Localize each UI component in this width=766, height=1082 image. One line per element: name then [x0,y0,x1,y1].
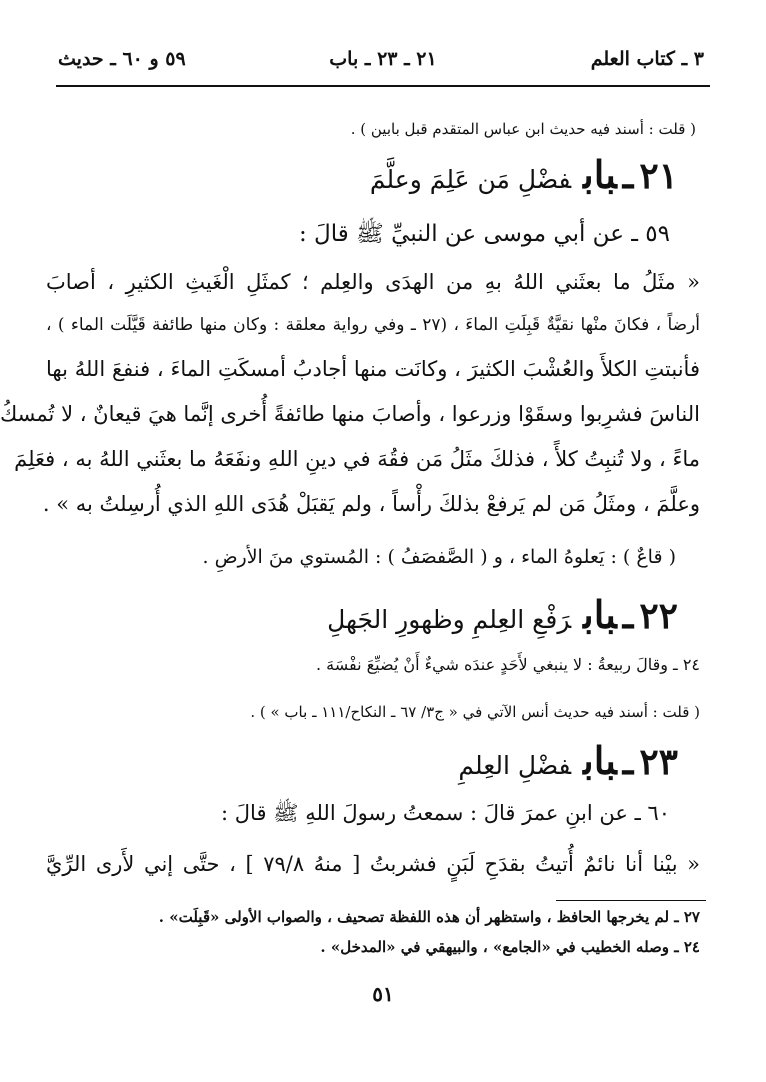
hadith-59-line: « مثَلُ ما بعثَني اللهُ بهِ من الهدَى والعِلم ؛ كمثَلِ الْغَيثِ الكثيرِ ، أصابَ [46,270,700,294]
chapter-bab-label: باب [583,152,617,197]
chapter-title: فضْلِ مَن عَلِمَ وعلَّمَ [369,165,572,194]
footnote-rule [556,900,706,901]
header-hadith-numbers: ٥٩ و ٦٠ ـ حديث [58,48,186,70]
hadith-59-gloss: ( قاعٌ ) : يَعلوهُ الماء ، و ( الصَّفصَفُ ) : المُستوي منَ الأرضِ . [202,546,676,568]
chapter-bab-label: باب [583,592,617,637]
hadith-59-line: فأنبتتِ الكلأَ والعُشْبَ الكثيرَ ، وكانَت منها أجادبُ أمسكَتِ الماءَ ، فنفعَ اللهُ بها [46,357,700,381]
chapter-number: ٢٢ [639,595,678,637]
chapter-number: ٢١ [639,155,678,197]
athar-24: ٢٤ ـ وقالَ ربيعةُ : لا ينبغي لأَحَدٍ عندَه شيءٌ أَنْ يُضيِّعَ نفْسَهَ . [315,655,700,674]
header-book-title: ٣ ـ كتاب العلم [590,48,704,70]
footnote-27: ٢٧ ـ لم يخرجها الحافظ ، واستظهر أن هذه اللفظة تصحيف ، والصواب الأولى «قَبِلَت» . [158,908,700,926]
hadith-59-line: ماءً ، ولا تُنبِتُ كلأً ، فذلكَ مثَلُ مَن فقُهَ في دينِ اللهِ ونفَعَهُ ما بعثَني اللهُ به ، فعَلِمَ [14,447,700,471]
header-rule [56,85,710,87]
footnote-24: ٢٤ ـ وصله الخطيب في «الجامع» ، والبيهقي في «المدخل» . [320,938,700,956]
header-chapters: ٢١ ـ ٢٣ ـ باب [329,48,437,70]
hadith-59-line: وعلَّمَ ، ومثَلُ مَن لم يَرفعْ بذلكَ رأْساً ، ولم يَقبَلْ هُدَى اللهِ الذي أُرسِلتُ به » . [42,492,700,516]
page-number: ٥١ [372,982,394,1006]
hadith-60-heading: ٦٠ ـ عن ابنِ عمرَ قالَ : سمعتُ رسولَ اللهِ ﷺ قالَ : [221,801,670,825]
chapter-title: فضْلِ العِلمِ [458,751,572,780]
hadith-59-heading: ٥٩ ـ عن أبي موسى عن النبيِّ ﷺ قالَ : [298,221,670,247]
chapter-title: رَفْعِ العِلمِ وظهورِ الجَهلِ [327,605,572,634]
chapter-23-heading [458,738,678,783]
chapter-21-heading [370,152,678,197]
chapter-dash: ـ [622,155,634,197]
chapter-bab-label: باب [583,738,617,783]
chapter-number: ٢٣ [639,741,678,783]
chapter-dash: ـ [622,741,634,783]
hadith-59-line: أرضاً ، فكانَ منْها نقيَّةٌ قَبِلَتِ الماءَ ، (٢٧ ـ وفي رواية معلقة : وكان منها طائفة قَيَّلَت الماء ) ، [46,315,700,335]
hadith-60-line: « بيْنا أنا نائمٌ أُتيتُ بقدَحِ لَبَنٍ فشربتُ [ منهُ ٧٩/٨ ] ، حتَّى إني لأَرى الرِّيَّ [46,852,700,876]
chapter-22-heading [327,592,678,637]
editor-note-2: ( قلت : أسند فيه حديث أنس الآتي في « ج٣/ ٦٧ ـ النكاح/١١١ ـ باب » ) . [250,703,700,721]
hadith-59-line: الناسَ فشرِبوا وسقَوْا وزرعوا ، وأصابَ منها طائفةً أُخرى إنَّما هيَ قيعانٌ ، لا تُمسكُ [0,402,700,426]
editor-note-1: ( قلت : أسند فيه حديث ابن عباس المتقدم قبل بابين ) . [350,120,696,138]
chapter-dash: ـ [622,595,634,637]
